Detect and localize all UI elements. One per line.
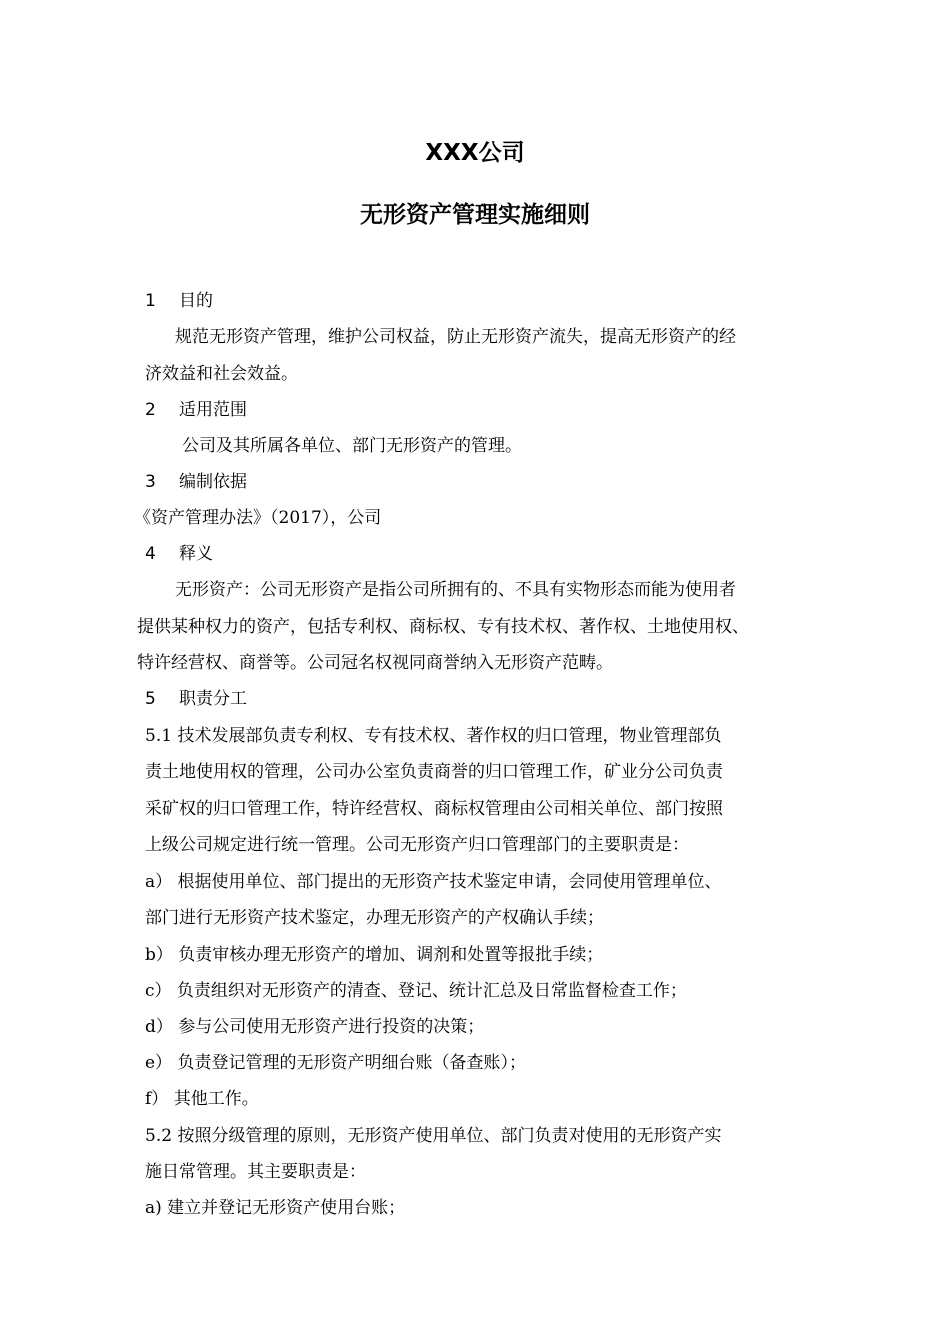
section-number: 5 bbox=[145, 689, 156, 709]
section-number: 2 bbox=[145, 400, 156, 420]
company-title: XXX公司 bbox=[425, 140, 525, 166]
section-2-heading bbox=[145, 398, 247, 422]
list-item: b） 负责审核办理无形资产的增加、调剂和处置等报批手续； bbox=[145, 945, 604, 965]
list-item: c） 负责组织对无形资产的清查、登记、统计汇总及日常监督检查工作； bbox=[145, 981, 687, 1001]
paragraph-line: 无形资产：公司无形资产是指公司所拥有的、不具有实物形态而能为使用者 bbox=[175, 580, 736, 600]
section-title: 编制依据 bbox=[179, 472, 247, 492]
section-5-heading bbox=[145, 687, 247, 711]
paragraph-line: 《资产管理办法》（2017），公司 bbox=[134, 508, 382, 528]
section-number: 3 bbox=[145, 472, 156, 492]
section-number: 4 bbox=[145, 544, 156, 564]
list-item: d） 参与公司使用无形资产进行投资的决策； bbox=[145, 1017, 485, 1037]
document-title: 无形资产管理实施细则 bbox=[360, 202, 590, 228]
section-title: 目的 bbox=[179, 291, 213, 311]
section-3-heading bbox=[145, 470, 247, 494]
list-item-continuation: 部门进行无形资产技术鉴定，办理无形资产的产权确认手续； bbox=[145, 908, 604, 928]
paragraph-line: 5.1 技术发展部负责专利权、专有技术权、著作权的归口管理，物业管理部负 bbox=[145, 726, 722, 746]
paragraph-line: 提供某种权力的资产，包括专利权、商标权、专有技术权、著作权、土地使用权、 bbox=[137, 617, 749, 637]
paragraph-line: 公司及其所属各单位、部门无形资产的管理。 bbox=[182, 436, 522, 456]
list-item: e） 负责登记管理的无形资产明细台账（备查账）； bbox=[145, 1053, 526, 1073]
paragraph-line: 特许经营权、商誉等。公司冠名权视同商誉纳入无形资产范畴。 bbox=[137, 653, 613, 673]
list-item: a) 建立并登记无形资产使用台账； bbox=[145, 1198, 406, 1218]
paragraph-line: 责土地使用权的管理，公司办公室负责商誉的归口管理工作，矿业分公司负责 bbox=[145, 762, 723, 782]
section-1-heading bbox=[145, 289, 213, 313]
paragraph-line: 规范无形资产管理，维护公司权益，防止无形资产流失，提高无形资产的经 bbox=[175, 327, 736, 347]
section-title: 适用范围 bbox=[179, 400, 247, 420]
paragraph-line: 上级公司规定进行统一管理。公司无形资产归口管理部门的主要职责是： bbox=[145, 835, 689, 855]
section-title: 职责分工 bbox=[179, 689, 247, 709]
list-item: a） 根据使用单位、部门提出的无形资产技术鉴定申请，会同使用管理单位、 bbox=[145, 872, 722, 892]
section-4-heading bbox=[145, 542, 213, 566]
list-item: f） 其他工作。 bbox=[145, 1089, 259, 1109]
paragraph-line: 5.2 按照分级管理的原则，无形资产使用单位、部门负责对使用的无形资产实 bbox=[145, 1126, 722, 1146]
section-number: 1 bbox=[145, 291, 156, 311]
paragraph-line: 施日常管理。其主要职责是： bbox=[145, 1162, 366, 1182]
section-title: 释义 bbox=[179, 544, 213, 564]
paragraph-line: 采矿权的归口管理工作，特许经营权、商标权管理由公司相关单位、部门按照 bbox=[145, 799, 723, 819]
paragraph-line: 济效益和社会效益。 bbox=[145, 364, 298, 384]
